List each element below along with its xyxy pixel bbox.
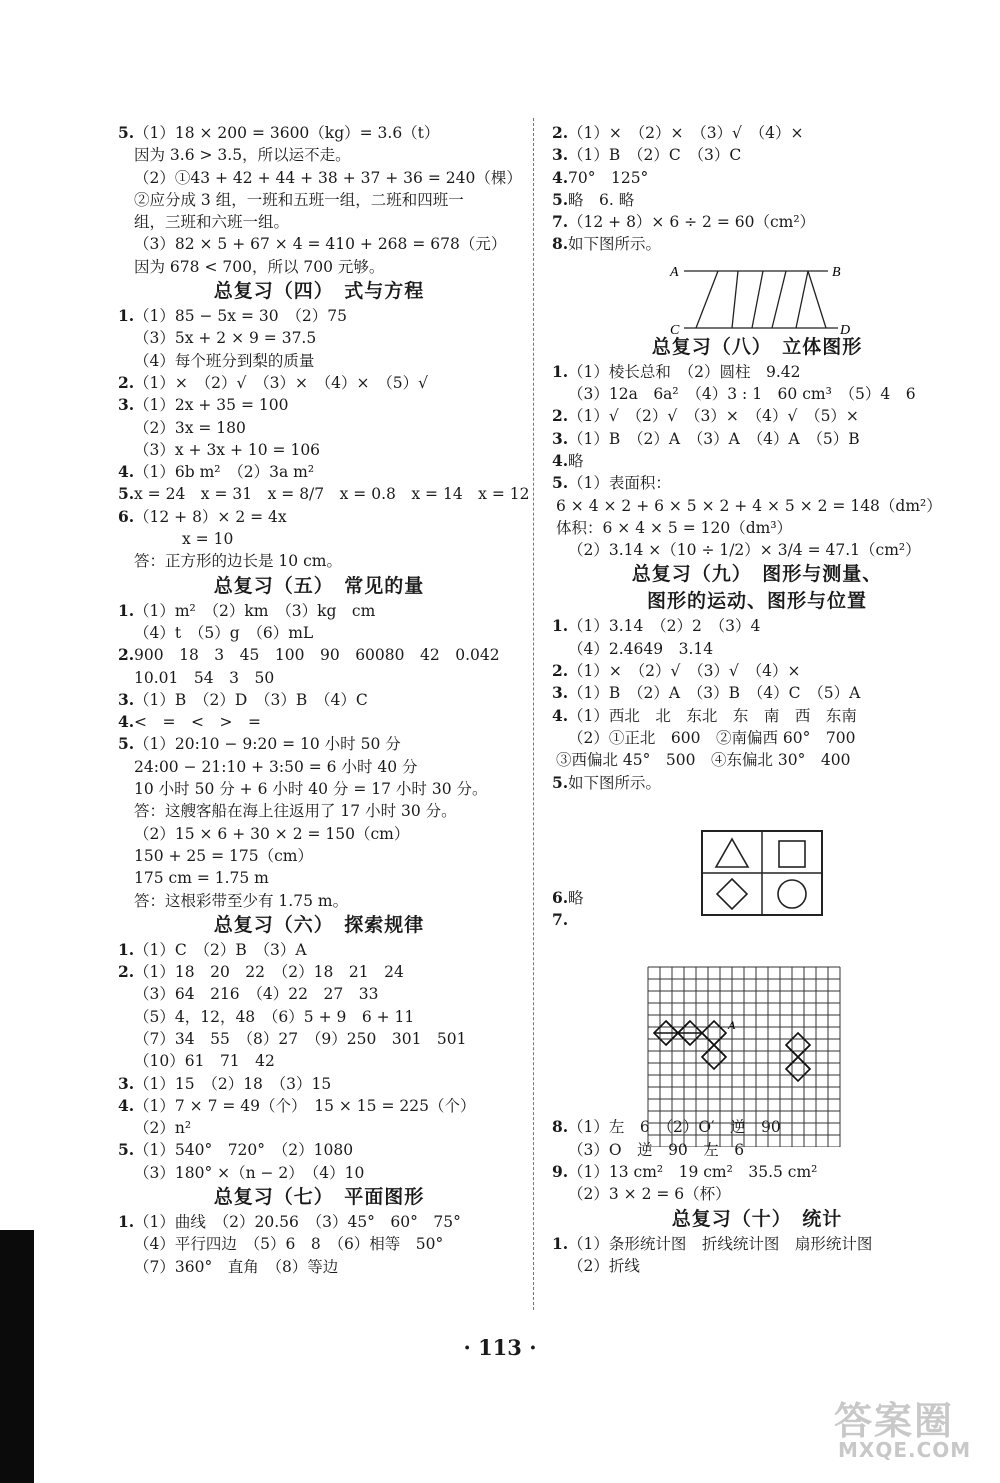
answer-line [552,660,962,682]
answer-line [118,439,520,461]
answer-line [118,256,520,278]
answer-text: （1）条形统计图 折线统计图 扇形统计图 [568,1234,873,1253]
answer-line [118,1256,520,1278]
answer-line [552,189,962,211]
question-number: 2. [552,123,569,142]
question-number: 3. [118,689,135,709]
answer-text: （12 + 8）× 6 ÷ 2 = 60（cm²） [568,213,816,232]
diamond-shape [717,879,747,909]
answer-line [118,644,520,666]
answer-text: （3）x + 3x + 10 = 106 [134,440,321,459]
answer-line [552,405,962,427]
answer-text: 体积：6 × 4 × 5 = 120（dm³） [556,518,793,537]
question-number: 3. [552,428,569,448]
answer-text: 70° 125° [568,168,649,187]
answer-text: （2）①43 + 42 + 44 + 38 + 37 + 36 = 240（棵） [134,168,522,187]
answer-line [552,727,962,749]
answer-line [552,749,962,771]
answer-text: 10 小时 50 分 + 6 小时 40 分 = 17 小时 30 分。 [134,780,488,799]
question-number: 8. [552,234,569,254]
answer-line [118,372,520,394]
answer-line [118,1073,520,1095]
answer-text: （1）B （2）D （3）B （4）C [134,690,368,709]
label-D: D [840,323,851,336]
answer-text: （7）360° 直角 （8）等边 [134,1257,339,1276]
answer-text: （4）平行四边 （5）6 8 （6）相等 50° [134,1235,444,1254]
answer-line [552,211,962,233]
answer-line [552,772,962,794]
answer-line [118,350,520,372]
answer-text: （7）34 55 （8）27 （9）250 301 501 [134,1029,467,1048]
answer-line [118,506,520,528]
answer-text: （1）西北 北 东北 东 南 西 东南 [568,706,857,725]
question-number: 2. [552,406,569,426]
answer-text: （1）× （2）√ （3）√ （4）× [568,662,801,681]
left-column [118,122,530,1278]
answer-text: 答：这根彩带至少有 1.75 m。 [134,891,349,910]
answer-text: （5）4，12，48 （6）5 + 9 6 + 11 [134,1007,415,1026]
answer-line [118,122,520,144]
answer-text: x = 10 [182,530,234,549]
section-heading: 总复习（六） 探索规律 [213,913,425,936]
answer-text: ③西偏北 45° 500 ④东偏北 30° 400 [556,751,851,770]
answer-text: （4）2.4649 3.14 [568,639,714,658]
answer-text: （1）左 6 （2）O′ 逆 90 [568,1118,781,1137]
question-number: 2. [118,962,135,982]
question-number: 7. [552,910,569,930]
section-heading: 总复习（九） 图形与测量、 [631,563,883,586]
answer-line [552,1255,962,1277]
answer-line [118,1139,520,1161]
question-number: 3. [118,1073,135,1093]
answer-line [552,682,962,704]
scan-edge [0,1230,34,1483]
answer-line [552,1233,962,1255]
question-number: 1. [118,600,135,620]
question-number: 1. [118,1212,135,1232]
answer-line [118,667,520,689]
answer-line [118,1162,520,1184]
question-number: 5. [118,1140,135,1160]
answer-text: （1）7 × 7 = 49（个） 15 × 15 = 225（个） [134,1096,476,1115]
answer-text: （2）3x = 180 [134,418,246,437]
answer-text: （1）棱长总和 （2）圆柱 9.42 [568,362,801,381]
question-number: 4. [552,167,569,187]
question-number: 1. [552,361,569,381]
answer-text: （2）折线 [568,1256,640,1275]
answer-text: （1）2x + 35 = 100 [134,396,289,415]
answer-text: （1）540° 720° （2）1080 [134,1141,354,1160]
answer-line [118,711,520,733]
question-number: 2. [118,645,135,665]
answer-line [118,1006,520,1028]
answer-text: （1）√ （2）√ （3）× （4）√ （5）× [568,407,859,426]
answer-text: （1）3.14 （2）2 （3）4 [568,617,761,636]
answer-text: （1）B （2）A （3）B （4）C （5）A [568,684,861,703]
answer-text: （1）20:10 − 9:20 = 10 小时 50 分 [134,735,401,754]
answer-line [118,622,520,644]
answer-text: 24:00 − 21:10 + 3:50 = 6 小时 40 分 [134,757,418,776]
answer-line [118,939,520,961]
answer-line [118,144,520,166]
answer-text: 答：这艘客船在海上往返用了 17 小时 30 分。 [134,802,457,821]
answer-text: 略 [568,451,584,470]
answer-line [118,550,520,572]
answer-line [118,1233,520,1255]
answer-line [552,705,962,727]
question-number: 3. [552,145,569,165]
answer-line [118,600,520,622]
grid-figure [646,965,846,1147]
answer-line [552,144,962,166]
answer-line [118,1211,520,1233]
answer-text: （2）3 × 2 = 6（杯） [568,1185,731,1204]
question-number: 6. [552,887,569,907]
answer-text: （1）m² （2）km （3）kg cm [134,601,376,620]
question-number: 9. [552,1162,569,1182]
answer-text: （12 + 8）× 2 = 4x [134,507,287,526]
answer-line [552,122,962,144]
answer-text: 略 6. 略 [568,190,635,209]
question-number: 5. [118,123,135,142]
answer-line [118,528,520,550]
answer-text: < = < > = [134,713,261,732]
section-heading: 总复习（五） 常见的量 [213,574,425,597]
answer-line [552,472,962,494]
answer-line [118,461,520,483]
answer-text: （1）13 cm² 19 cm² 35.5 cm² [568,1163,818,1182]
answer-text: （3）64 216 （4）22 27 33 [134,985,379,1004]
answer-line [552,167,962,189]
answer-text: 150 + 25 = 175（cm） [134,846,313,865]
answer-text: （3）82 × 5 + 67 × 4 = 410 + 268 = 678（元） [134,235,507,254]
answer-line [118,961,520,983]
answer-line [118,823,520,845]
answer-line [552,1161,962,1183]
section-heading: 总复习（十） 统计 [671,1207,843,1230]
answer-text: （1）B （2）A （3）A （4）A （5）B [568,429,860,448]
answer-line [552,361,962,383]
answer-line [552,233,962,255]
column-divider [533,118,534,1310]
answer-line [552,1183,962,1205]
page-number: · 113 · [463,1335,537,1360]
question-number: 3. [118,395,135,415]
answer-line [118,983,520,1005]
answer-line [552,539,962,561]
question-number: 5. [118,484,135,504]
answer-text: （10）61 71 42 [134,1052,275,1071]
answer-text: 因为 678 < 700，所以 700 元够。 [134,257,385,276]
shapes-figure [700,829,824,917]
question-number: 4. [118,712,135,732]
answer-text: （2）15 × 6 + 30 × 2 = 150（cm） [134,824,410,843]
question-number: 1. [118,939,135,959]
trapezoid-figure [668,262,858,336]
question-number: 5. [552,189,569,209]
answer-line [118,733,520,755]
answer-text: （3）180° ×（n − 2） （4）10 [134,1163,365,1182]
question-number: 5. [552,772,569,792]
question-number: 5. [552,473,569,493]
answer-line [118,211,520,233]
label-B: B [832,265,841,280]
question-number: 1. [552,1233,569,1253]
question-number: 8. [552,1117,569,1137]
answer-line [552,615,962,637]
section-heading: 总复习（七） 平面图形 [213,1186,425,1209]
answer-text: 6 × 4 × 2 + 6 × 5 × 2 + 4 × 5 × 2 = 148（dm²） [556,496,942,515]
answer-line [118,689,520,711]
answer-line [118,867,520,889]
answer-line [118,756,520,778]
answer-line [118,483,530,505]
grid-label-A: A [728,1018,736,1032]
answer-line [118,800,520,822]
question-number: 4. [118,462,135,482]
answer-text: （3）5x + 2 × 9 = 37.5 [134,329,317,348]
answer-line [552,638,962,660]
answer-line [552,428,962,450]
section-heading: 总复习（八） 立体图形 [651,335,863,358]
answer-line [118,1028,520,1050]
answer-line [552,383,962,405]
answer-text: （1）15 （2）18 （3）15 [134,1074,332,1093]
answer-text: （1）18 × 200 = 3600（kg）= 3.6（t） [134,124,440,142]
answer-text: （1）× （2）√ （3）× （4）× （5）√ [134,373,429,392]
question-number: 6. [118,506,135,526]
question-number: 1. [118,306,135,326]
answer-text: 如下图所示。 [568,235,662,254]
answer-line [118,189,520,211]
answer-text: （2）3.14 ×（10 ÷ 1/2）× 3/4 = 47.1（cm²） [568,541,921,560]
question-number: 1. [552,616,569,636]
answer-line [118,778,520,800]
answer-text: （1）表面积： [568,474,671,493]
answer-line [118,167,520,189]
answer-text: （1）C （2）B （3）A [134,940,307,959]
answer-text: 因为 3.6 > 3.5，所以运不走。 [134,146,351,165]
circle-shape [778,880,806,908]
answer-line [118,1117,520,1139]
watermark: 答案圈 MXQE.COM [834,1399,972,1462]
answer-text: （4）t （5）g （6）mL [134,623,314,642]
answer-line [118,233,520,255]
square-shape [779,841,805,867]
answer-line [118,1095,520,1117]
label-C: C [670,323,680,336]
answer-text: 10.01 54 3 50 [134,668,275,687]
answer-line [118,305,520,327]
question-number: 2. [552,661,569,681]
answer-text: （1）18 20 22 （2）18 21 24 [134,963,404,982]
answer-text: 答：正方形的边长是 10 cm。 [134,552,342,571]
question-number: 7. [552,212,569,232]
answer-text: x = 24 x = 31 x = 8/7 x = 0.8 x = 14 x = 12 [134,485,530,504]
label-A: A [670,265,679,280]
question-number: 3. [552,683,569,703]
answer-text: （1）B （2）C （3）C [568,146,742,165]
section-heading: 总复习（四） 式与方程 [213,280,425,303]
answer-line [118,845,520,867]
answer-text: （2）①正北 600 ②南偏西 60° 700 [568,728,856,747]
answer-text: （3）12a 6a² （4）3 : 1 60 cm³ （5）4 6 [568,385,916,404]
answer-text: （3）O 逆 90 左 6 [568,1140,745,1159]
answer-text: （1）6b m² （2）3a m² [134,463,315,482]
answer-line [552,450,962,472]
answer-text: 900 18 3 45 100 90 60080 42 0.042 [134,646,500,665]
answer-line [118,417,520,439]
question-number: 2. [118,372,135,392]
answer-text: 组，三班和六班一组。 [134,213,290,232]
triangle-shape [716,839,748,867]
answer-text: （1）× （2）× （3）√ （4）× [568,124,804,142]
answer-text: （4）每个班分到梨的质量 [134,351,315,370]
answer-line [118,394,520,416]
answer-line [118,327,520,349]
answer-text: （1）曲线 （2）20.56 （3）45° 60° 75° [134,1213,461,1232]
answer-text: ②应分成 3 组，一班和五班一组，二班和四班一 [134,190,464,209]
answer-line [118,1050,520,1072]
answer-text: 略 [568,888,584,907]
question-number: 4. [552,450,569,470]
answer-text: 如下图所示。 [568,773,662,792]
answer-text: （2）n² [134,1119,192,1138]
answer-line [118,890,520,912]
answer-text: 175 cm = 1.75 m [134,869,269,888]
question-number: 4. [552,705,569,725]
answer-text: （1）85 − 5x = 30 （2）75 [134,307,347,326]
answer-line [552,517,962,539]
question-number: 4. [118,1095,135,1115]
question-number: 5. [118,734,135,754]
section-heading: 图形的运动、图形与位置 [646,590,867,613]
answer-line [552,495,962,517]
